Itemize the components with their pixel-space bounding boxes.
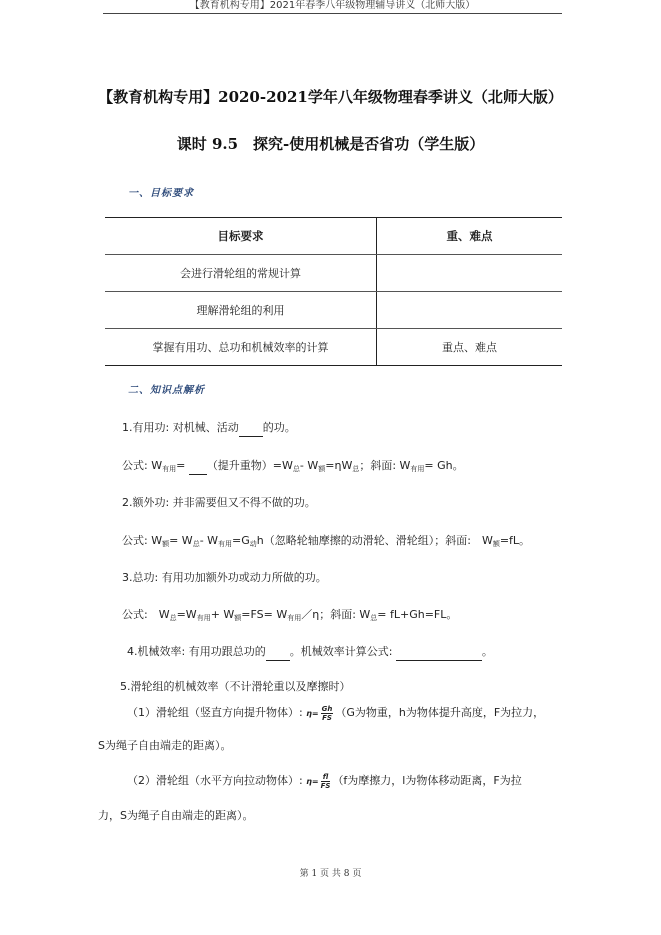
pulley-horizontal-formula: （2）滑轮组（水平方向拉动物体）: η= $\frac{fl}{FS}$ （f为摩擦力，l为物体移动距离，F为拉	[127, 772, 522, 790]
fill-blank[interactable]	[189, 461, 207, 475]
table-row	[105, 292, 562, 329]
useful-work-definition: 1.有用功: 对机械、活动 的功。	[122, 419, 296, 437]
table-header-cell: 重、难点	[377, 218, 563, 255]
pulley-vertical-formula: （1）滑轮组（竖直方向提升物体）: η= $\frac{Gh}{FS}$ （G为物重，h为物体提升高度，F为拉力，	[127, 704, 545, 722]
extra-work-formula: 公式: $W_额= W_总-$ $W_{有用}=G_动h$（忽略轮轴摩擦的动滑轮、滑轮组）；斜面: $W_额=fL$。	[122, 534, 531, 548]
table-cell	[377, 292, 563, 329]
table-cell: 掌握有用功、总功和机械效率的计算	[105, 329, 377, 366]
table-cell: 重点、难点	[377, 329, 563, 366]
fraction-fl-fs: $\frac{fl}{FS}$	[320, 772, 331, 790]
table-row	[105, 255, 562, 292]
pulley-efficiency-heading: 5.滑轮组的机械效率（不计滑轮重以及摩擦时）	[120, 680, 351, 693]
fraction-gh-fs: $\frac{Gh}{FS}$	[321, 704, 333, 722]
table-header-row	[105, 218, 562, 255]
document-title: 【教育机构专用】2020-2021学年八年级物理春季讲义（北师大版）	[98, 88, 563, 106]
total-work-formula: 公式: $W_总=W_{有用}+ W_额=FS=$ $W_{有用}/\eta$；斜面: $W_总= fL+Gh=FL$。	[122, 608, 458, 622]
table-row	[105, 329, 562, 366]
useful-work-formula: 公式: $W_{有用}=$ （提升重物）$=W_总-$ $W_额=\eta W_总$；斜面: $W_{有用}= Gh$。	[122, 459, 464, 473]
pulley-horizontal-note: 力，S为绳子自由端走的距离）。	[98, 809, 254, 822]
table-cell: 理解滑轮组的利用	[105, 292, 377, 329]
extra-work-definition: 2.额外功: 并非需要但又不得不做的功。	[122, 496, 316, 509]
pulley-vertical-note: S为绳子自由端走的距离）。	[98, 739, 232, 752]
efficiency-definition: 4.机械效率: 有用功跟总功的 。机械效率计算公式: 。	[127, 643, 493, 661]
fill-blank[interactable]	[266, 647, 290, 661]
table-cell: 会进行滑轮组的常规计算	[105, 255, 377, 292]
fill-blank[interactable]	[239, 423, 263, 437]
page-header: 【教育机构专用】2021年春季八年级物理辅导讲义（北师大版）	[103, 0, 562, 14]
table-cell	[377, 255, 563, 292]
page-footer: 第 1 页 共 8 页	[299, 869, 362, 879]
lesson-subtitle: 课时 9.5 探究-使用机械是否省功（学生版）	[176, 135, 485, 153]
total-work-definition: 3.总功: 有用功加额外功或动力所做的功。	[122, 571, 327, 584]
section-heading-knowledge: 二、知识点解析	[128, 385, 205, 396]
goals-table	[105, 217, 562, 366]
table-header-cell: 目标要求	[105, 218, 377, 255]
fill-blank[interactable]	[396, 647, 482, 661]
section-heading-goals: 一、目标要求	[128, 188, 194, 199]
